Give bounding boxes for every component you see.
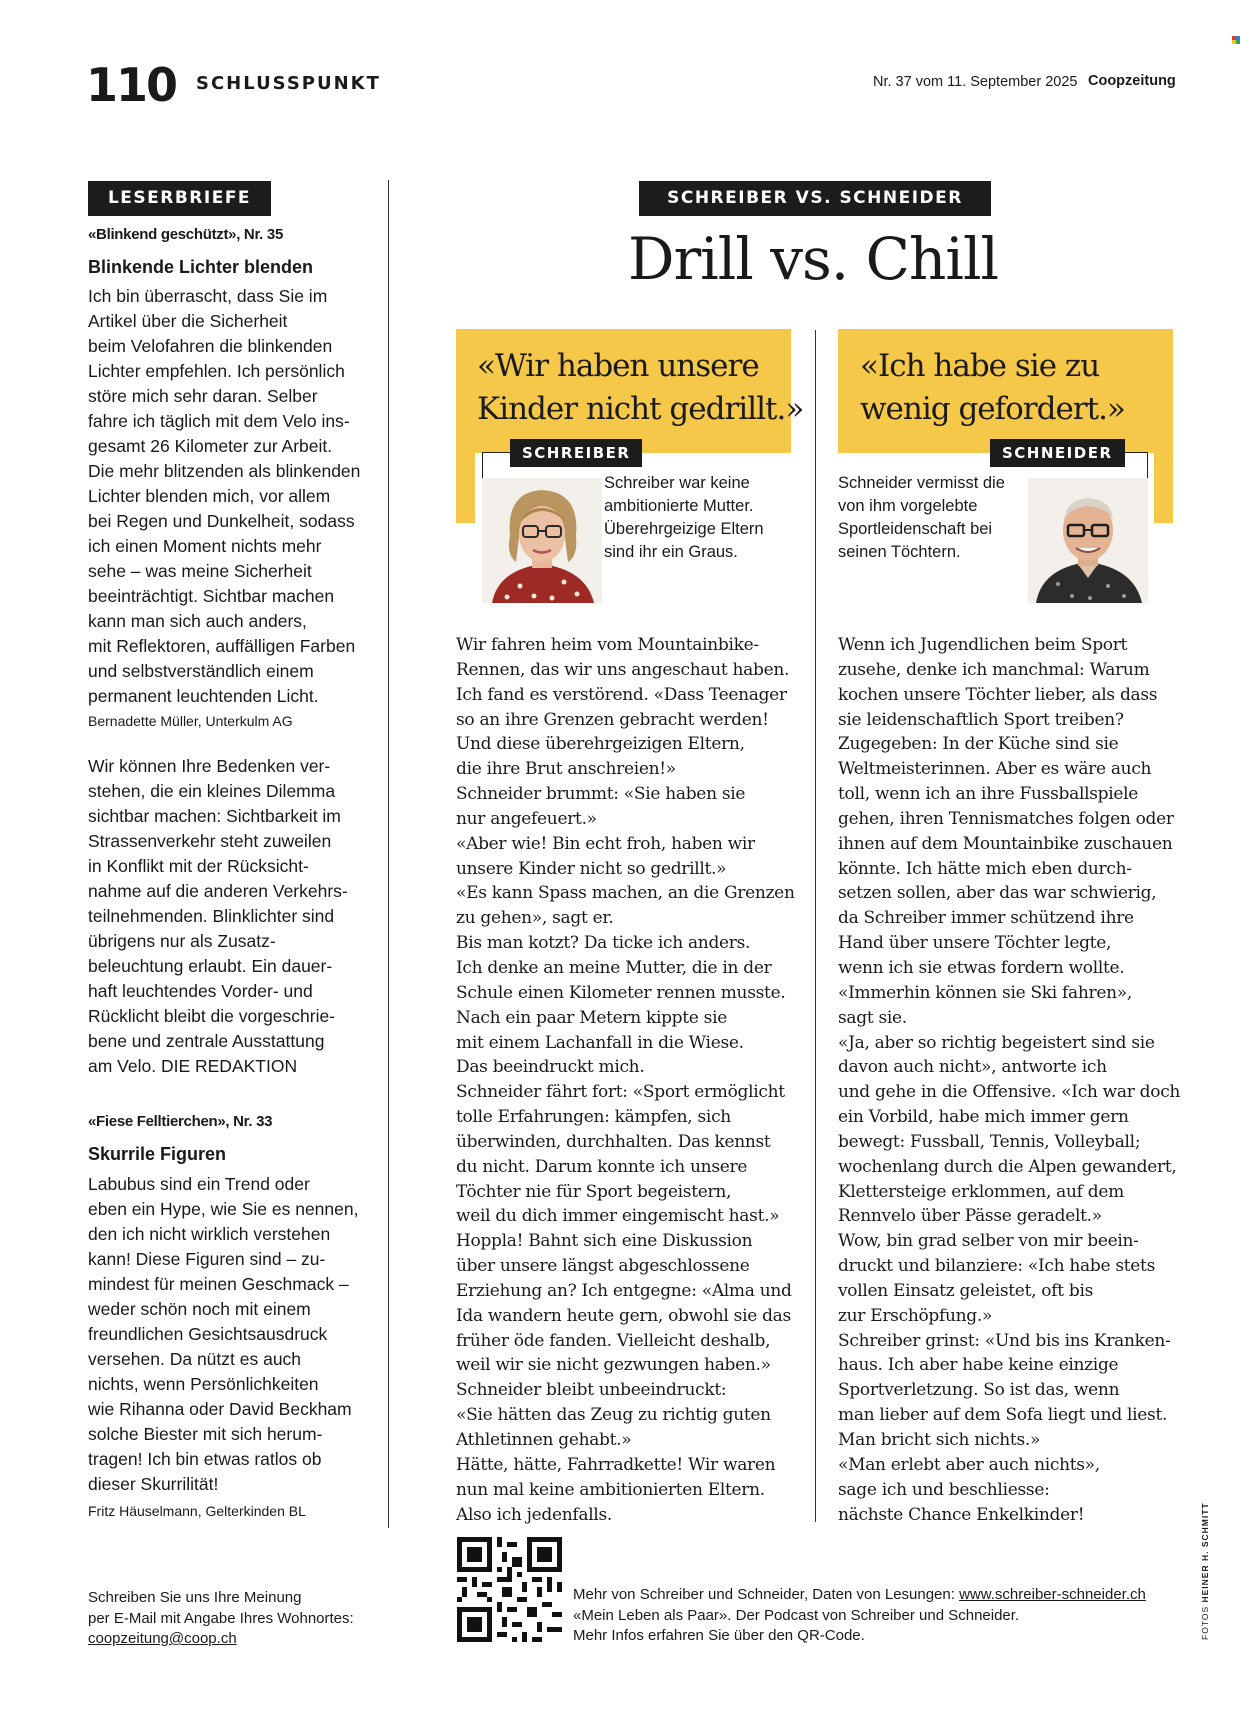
email-link[interactable]: coopzeitung@coop.ch xyxy=(88,1630,237,1647)
letter1-reply: Wir können Ihre Bedenken ver- stehen, die ein kleines Dilemma sichtbar machen: Sichtbarkeit im Strassenverkehr steht zuweilen in Konflikt mit der Rücksicht- nahme auf die anderen Verkehrs- teilnehmenden. Blinklichter sind übrigens nur als Zusatz- beleuchtung erlaubt. Ein dauer- haft leuchtendes Vorder- und Rücklicht bleibt die vorgeschrie- bene und zentrale Ausstattung am Velo. DIE REDAKTION xyxy=(88,756,348,1076)
schneider-quote-box-tail xyxy=(1154,453,1173,523)
website-link[interactable]: www.schreiber-schneider.ch xyxy=(959,1586,1146,1603)
letter2-reference: «Fiese Felltierchen», Nr. 33 xyxy=(88,1113,273,1130)
photo-credit: FOTOS HEINER H. SCHMITT xyxy=(1200,1502,1210,1640)
feature-tag: SCHREIBER VS. SCHNEIDER xyxy=(639,181,991,216)
issue-info: Nr. 37 vom 11. September 2025 xyxy=(873,74,1078,90)
feature-divider xyxy=(815,330,816,1522)
letter2-headline: Skurrile Figuren xyxy=(88,1144,227,1164)
leserbriefe-tag: LESERBRIEFE xyxy=(88,181,271,216)
letter2-body: Labubus sind ein Trend oder eben ein Hype, wie Sie es nennen, den ich nicht wirklich verstehen kann! Diese Figuren sind – zu- mindest für meinen Geschmack – weder schön noch mit einem freundlichen Gesichtsausdruck versehen. Da nützt es auch nichts, wenn Persönlichkeiten wie Rihanna oder David Beckham solche Biester mit sich herum- tragen! Ich bin etwas ratlos ob dieser Skurrilität! xyxy=(88,1174,359,1494)
qr-code-icon[interactable] xyxy=(457,1537,562,1642)
schneider-teaser: Schneider vermisst die von ihm vorgelebte Sportleidenschaft bei seinen Töchtern. xyxy=(838,474,1005,561)
letter1-headline: Blinkende Lichter blenden xyxy=(88,257,314,277)
schneider-quote: «Ich habe sie zu wenig gefordert.» xyxy=(860,348,1125,427)
letter2-author: Fritz Häuselmann, Gelterkinden BL xyxy=(88,1503,306,1519)
schneider-column: Wenn ich Jugendlichen beim Sport zusehe, denke ich manchmal: Warum kochen unsere Töchter lieber, als dass sie leidenschaftlich Sport treiben? Zugegeben: In der Küche sind sie Weltmeisterinnen. Aber es wäre auch toll, wenn ich an ihre Fussballspiele gehen, ihren Tennismatches folgen oder ihnen auf dem Mountainbike zuschauen könnte. Ich hätte mich eben durch- setzen sollen, aber das war schwierig, da Schreiber immer schützend ihre Hand über unsere Töchter legte, wenn ich sie etwas fordern wollte. «Immerhin können sie Ski fahren», sagt sie. «Ja, aber so richtig begeistert sind sie davon auch nicht», antworte ich und gehe in die Offensive. «Ich war doch ein Vorbild, habe mich immer gern bewegt: Fussball, Tennis, Volleyball; wochenlang durch die Alpen gewandert, Klettersteige erklommen, auf dem Rennvelo über Pässe geradelt.» Wow, bin grad selber von mir beein- druckt und bilanziere: «Ich habe stets vollen Einsatz geleistet, oft bis zur Erschöpfung.» Schreiber grinst: «Und bis ins Kranken- haus. Ich aber habe keine einzige Sportverletzung. So ist das, wenn man lieber auf dem Sofa liegt und liest. Man bricht sich nichts.» «Man erlebt aber auch nichts», sage ich und beschliesse: nächste Chance Enkelkinder! xyxy=(838,635,1181,1525)
letter1-author: Bernadette Müller, Unterkulm AG xyxy=(88,713,293,729)
brand-name: Coopzeitung xyxy=(1088,73,1176,89)
schreiber-quote-box-tail xyxy=(456,453,475,523)
feature-title: Drill vs. Chill xyxy=(627,225,999,293)
schreiber-quote: «Wir haben unsere Kinder nicht gedrillt.» xyxy=(477,348,804,427)
page-number: 110 xyxy=(86,58,177,112)
color-mark-icon xyxy=(1232,36,1240,44)
schreiber-name-tag: SCHREIBER xyxy=(510,439,642,467)
schreiber-teaser: Schreiber war keine ambitionierte Mutter. Überehrgeizige Eltern sind ihr ein Graus. xyxy=(604,474,764,561)
schneider-name-tag: SCHNEIDER xyxy=(990,439,1125,467)
column-divider xyxy=(388,180,389,1528)
feature-footer: Mehr von Schreiber und Schneider, Daten von Lesungen: www.schreiber-schneider.ch «Mein Leben als Paar». Der Podcast von Schreiber und Schneider. Mehr Infos erfahren Sie über den QR-Code. xyxy=(573,1586,1146,1644)
section-title: SCHLUSSPUNKT xyxy=(196,73,381,94)
contact-footer: Schreiben Sie uns Ihre Meinung per E-Mail mit Angabe Ihres Wohnortes: coopzeitung@coop.ch xyxy=(88,1588,388,1650)
schreiber-column: Wir fahren heim vom Mountainbike- Rennen, das wir uns angeschaut haben. Ich fand es verstörend. «Dass Teenager so an ihre Grenzen gebracht werden! Und diese überehrgeizigen Eltern, die ihre Brut anschreien!» Schneider brummt: «Sie haben sie nur angefeuert.» «Aber wie! Bin echt froh, haben wir unsere Kinder nicht so gedrillt.» «Es kann Spass machen, an die Grenzen zu gehen», sagt er. Bis man kotzt? Da ticke ich anders. Ich denke an meine Mutter, die in der Schule einen Kilometer rennen musste. Nach ein paar Metern kippte sie mit einem Lachanfall in die Wiese. Das beeindruckt mich. Schneider fährt fort: «Sport ermöglicht tolle Erfahrungen: kämpfen, sich überwinden, durchhalten. Das kennst du nicht. Darum konnte ich unsere Töchter nie für Sport begeistern, weil du dich immer eingemischt hast.» Hoppla! Bahnt sich eine Diskussion über unsere längst abgeschlossene Erziehung an? Ich entgegne: «Alma und Ida wandern heute gern, obwohl sie das früher öde fanden. Vielleicht deshalb, weil wir sie nicht gezwungen haben.» Schneider bleibt unbeeindruckt: «Sie hätten das Zeug zu richtig guten Athletinnen gehabt.» Hätte, hätte, Fahrradkette! Wir waren nun mal keine ambitionierten Eltern. Also ich jedenfalls. xyxy=(456,635,795,1525)
schreiber-portrait xyxy=(482,478,602,603)
letter1-body: Ich bin überrascht, dass Sie im Artikel über die Sicherheit beim Velofahren die blinkenden Lichter empfehlen. Ich persönlich störe mich sehr daran. Selber fahre ich täglich mit dem Velo ins- gesamt 26 Kilometer zur Arbeit. Die mehr blitzenden als blinkenden Lichter blenden mich, vor allem bei Regen und Dunkelheit, sodass ich einen Moment nichts mehr sehe – was meine Sicherheit beeinträchtigt. Sichtbar machen kann man sich auch anders, mit Reflektoren, auffälligen Farben und selbstverständlich einem permanent leuchtenden Licht. xyxy=(88,286,361,706)
schneider-portrait xyxy=(1028,478,1148,603)
letter1-reference: «Blinkend geschützt», Nr. 35 xyxy=(88,226,283,243)
